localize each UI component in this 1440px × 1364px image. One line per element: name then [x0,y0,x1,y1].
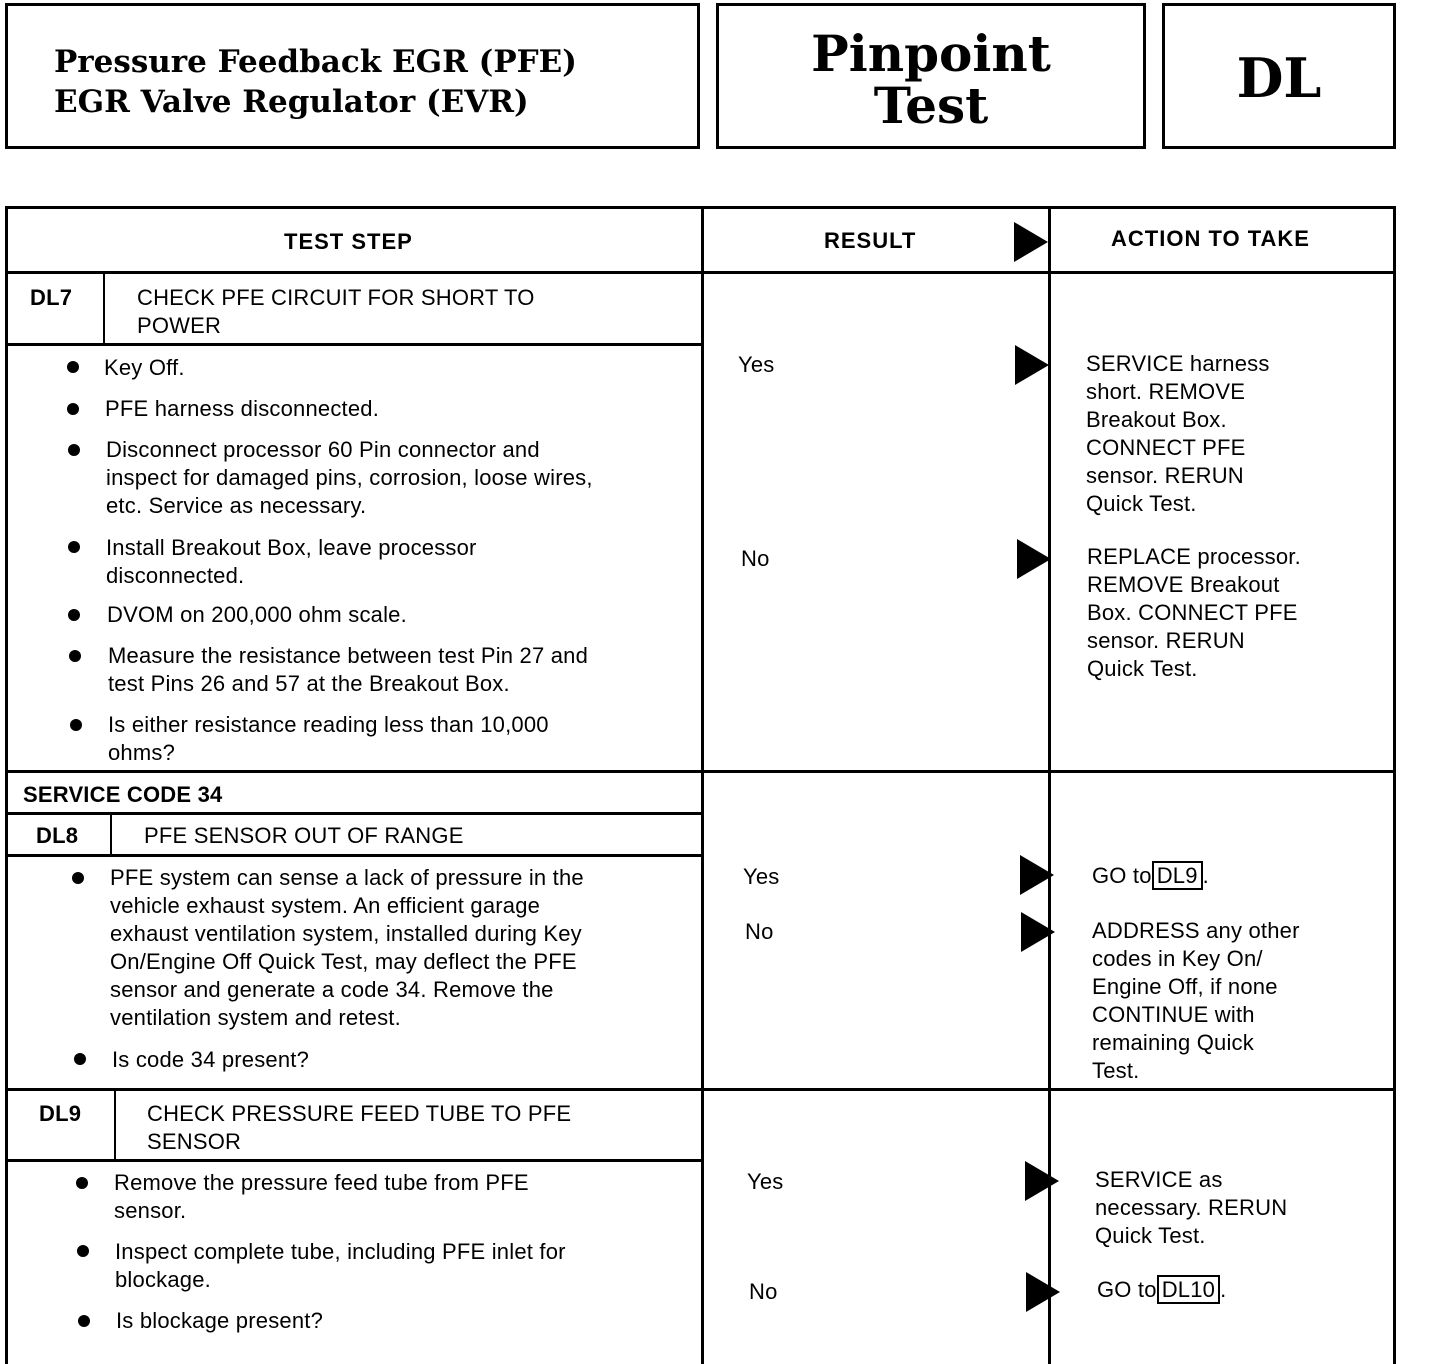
dl9-title-line1: CHECK PRESSURE FEED TUBE TO PFE [147,1101,572,1126]
dl8-action-no-line6: Test. [1092,1058,1140,1083]
bullet-icon [78,1315,90,1327]
dl8-step-1-line6: ventilation system and retest. [110,1005,401,1030]
header-pinpoint-line2: Test [873,76,989,135]
dl9-id-divider [114,1091,116,1161]
column-header-bottom [5,271,1396,274]
dl8-no-arrow-icon [1021,912,1055,952]
dl7-step-2-line1: PFE harness disconnected. [105,396,380,421]
bullet-icon [67,403,79,415]
dl7-action-yes-line2: short. REMOVE [1086,379,1246,404]
bullet-icon [76,1177,88,1189]
dl9-step-1-line2: sensor. [114,1198,187,1223]
dl7-yes-arrow-icon [1015,345,1049,385]
dl7-action-no-line3: Box. CONNECT PFE [1087,600,1298,625]
dl9-action-no-prefix: GO to [1097,1277,1157,1302]
dl8-action-no-line4: CONTINUE with [1092,1002,1255,1027]
dl7-section-bottom [5,770,1396,773]
bullet-icon [77,1245,89,1257]
bullet-icon [69,650,81,662]
dl7-step-3-line1: Disconnect processor 60 Pin connector and [106,437,540,462]
dl7-step-6 [108,642,588,698]
dl7-step-6-line1: Measure the resistance between test Pin 27 and [108,643,589,668]
dl7-step-1 [104,354,185,382]
dl9-step-1 [114,1169,529,1225]
dl8-action-no [1092,917,1300,1085]
dl7-id-divider [103,274,105,344]
dl8-action-no-line3: Engine Off, if none [1092,974,1278,999]
dl9-step-3-line1: Is blockage present? [116,1308,324,1333]
header-pinpoint [719,24,1143,135]
dl7-step-4-line2: disconnected. [106,563,245,588]
dl9-action-yes-line2: necessary. RERUN [1095,1195,1288,1220]
dl8-step-2 [112,1046,309,1074]
dl8-action-yes-suffix: . [1202,863,1209,888]
bullet-icon [68,444,80,456]
dl8-result-yes: Yes [743,864,780,889]
dl9-action-yes-line1: SERVICE as [1095,1167,1223,1192]
column-divider-result [701,206,704,1364]
column-heading-test-step: TEST STEP [284,229,413,254]
result-arrow-icon [1014,222,1048,262]
dl7-title-bottom [5,343,704,346]
dl9-result-no: No [749,1279,778,1304]
dl8-step-1 [110,864,584,1032]
dl7-step-4 [106,534,477,590]
dl8-step-2-line1: Is code 34 present? [112,1047,310,1072]
dl7-action-yes-line5: sensor. RERUN [1086,463,1244,488]
dl7-step-5 [107,601,407,629]
dl8-id-divider [110,815,112,855]
header-pinpoint-line1: Pinpoint [811,24,1051,83]
dl9-step-2 [115,1238,566,1294]
dl7-action-yes-line6: Quick Test. [1086,491,1197,516]
dl8-action-yes-prefix: GO to [1092,863,1152,888]
bullet-icon [74,1053,86,1065]
dl7-title-line1: CHECK PFE CIRCUIT FOR SHORT TO [137,285,535,310]
dl8-title: PFE SENSOR OUT OF RANGE [144,823,464,848]
dl9-yes-arrow-icon [1025,1161,1059,1201]
dl9-action-no-suffix: . [1220,1277,1227,1302]
dl7-result-yes: Yes [738,352,775,377]
dl8-yes-arrow-icon [1020,855,1054,895]
dl8-step-id: DL8 [36,823,79,848]
header-code: DL [1236,46,1322,110]
dl8-action-no-line5: remaining Quick [1092,1030,1254,1055]
dl7-step-7-line2: ohms? [108,740,176,765]
dl7-step-5-line1: DVOM on 200,000 ohm scale. [107,602,407,627]
dl8-section-bottom [5,1088,1396,1091]
dl7-action-no-line2: REMOVE Breakout [1087,572,1280,597]
dl7-action-no-line4: sensor. RERUN [1087,628,1245,653]
dl10-reference-link[interactable]: DL10 [1157,1275,1220,1304]
dl9-step-2-line1: Inspect complete tube, including PFE inlet for [115,1239,566,1264]
service-code-heading: SERVICE CODE 34 [23,782,223,807]
header-title-box [5,3,700,149]
dl7-step-id: DL7 [30,285,73,310]
dl8-step-1-line2: vehicle exhaust system. An efficient garage [110,893,541,918]
dl7-step-6-line2: test Pins 26 and 57 at the Breakout Box. [108,671,510,696]
table-left-border [5,206,8,1364]
dl7-step-7 [108,711,549,767]
dl8-step-1-line3: exhaust ventilation system, installed during Key [110,921,582,946]
dl7-action-yes-line1: SERVICE harness [1086,351,1270,376]
dl7-no-arrow-icon [1017,539,1051,579]
dl9-title [147,1100,571,1156]
header-title-line2: EGR Valve Regulator (EVR) [54,84,529,120]
dl7-step-2 [105,395,379,423]
dl8-step-1-line4: On/Engine Off Quick Test, may deflect the PFE [110,949,577,974]
dl8-action-yes [1092,862,1209,890]
dl9-step-2-line2: blockage. [115,1267,211,1292]
bullet-icon [68,541,80,553]
dl9-step-3 [116,1307,323,1335]
dl7-title-line2: POWER [137,313,222,338]
table-right-border [1393,206,1396,1364]
dl9-reference-link[interactable]: DL9 [1152,861,1203,890]
dl8-step-1-line5: sensor and generate a code 34. Remove the [110,977,554,1002]
bullet-icon [68,609,80,621]
dl7-step-3 [106,436,593,520]
header-code-box [1162,3,1396,149]
dl7-step-3-line3: etc. Service as necessary. [106,493,367,518]
dl8-step-1-line1: PFE system can sense a lack of pressure in the [110,865,584,890]
dl9-action-no [1097,1276,1226,1304]
column-heading-result: RESULT [824,228,917,253]
dl9-step-id: DL9 [39,1101,82,1126]
dl7-step-7-line1: Is either resistance reading less than 10,000 [108,712,549,737]
dl9-no-arrow-icon [1026,1272,1060,1312]
dl9-title-line2: SENSOR [147,1129,242,1154]
dl7-action-yes-line4: CONNECT PFE [1086,435,1246,460]
bullet-icon [70,719,82,731]
dl8-action-no-line1: ADDRESS any other [1092,918,1300,943]
column-heading-action: ACTION TO TAKE [1111,226,1310,251]
bullet-icon [67,361,79,373]
header-title-line1: Pressure Feedback EGR (PFE) [54,44,577,80]
dl9-title-bottom [5,1159,704,1162]
dl9-step-1-line1: Remove the pressure feed tube from PFE [114,1170,529,1195]
dl8-result-no: No [745,919,774,944]
dl7-result-no: No [741,546,770,571]
dl7-action-no-line5: Quick Test. [1087,656,1198,681]
header-title [54,42,577,122]
dl9-action-yes-line3: Quick Test. [1095,1223,1206,1248]
dl7-title [137,284,535,340]
dl9-result-yes: Yes [747,1169,784,1194]
dl7-action-yes-line3: Breakout Box. [1086,407,1227,432]
header-pinpoint-box [716,3,1146,149]
dl9-action-yes [1095,1166,1287,1250]
dl7-step-1-line1: Key Off. [104,355,185,380]
dl7-step-4-line1: Install Breakout Box, leave processor [106,535,477,560]
dl7-action-no-line1: REPLACE processor. [1087,544,1301,569]
dl7-step-3-line2: inspect for damaged pins, corrosion, loose wires, [106,465,593,490]
bullet-icon [72,872,84,884]
dl7-action-no [1087,543,1301,683]
dl8-action-no-line2: codes in Key On/ [1092,946,1263,971]
dl7-action-yes [1086,350,1270,518]
